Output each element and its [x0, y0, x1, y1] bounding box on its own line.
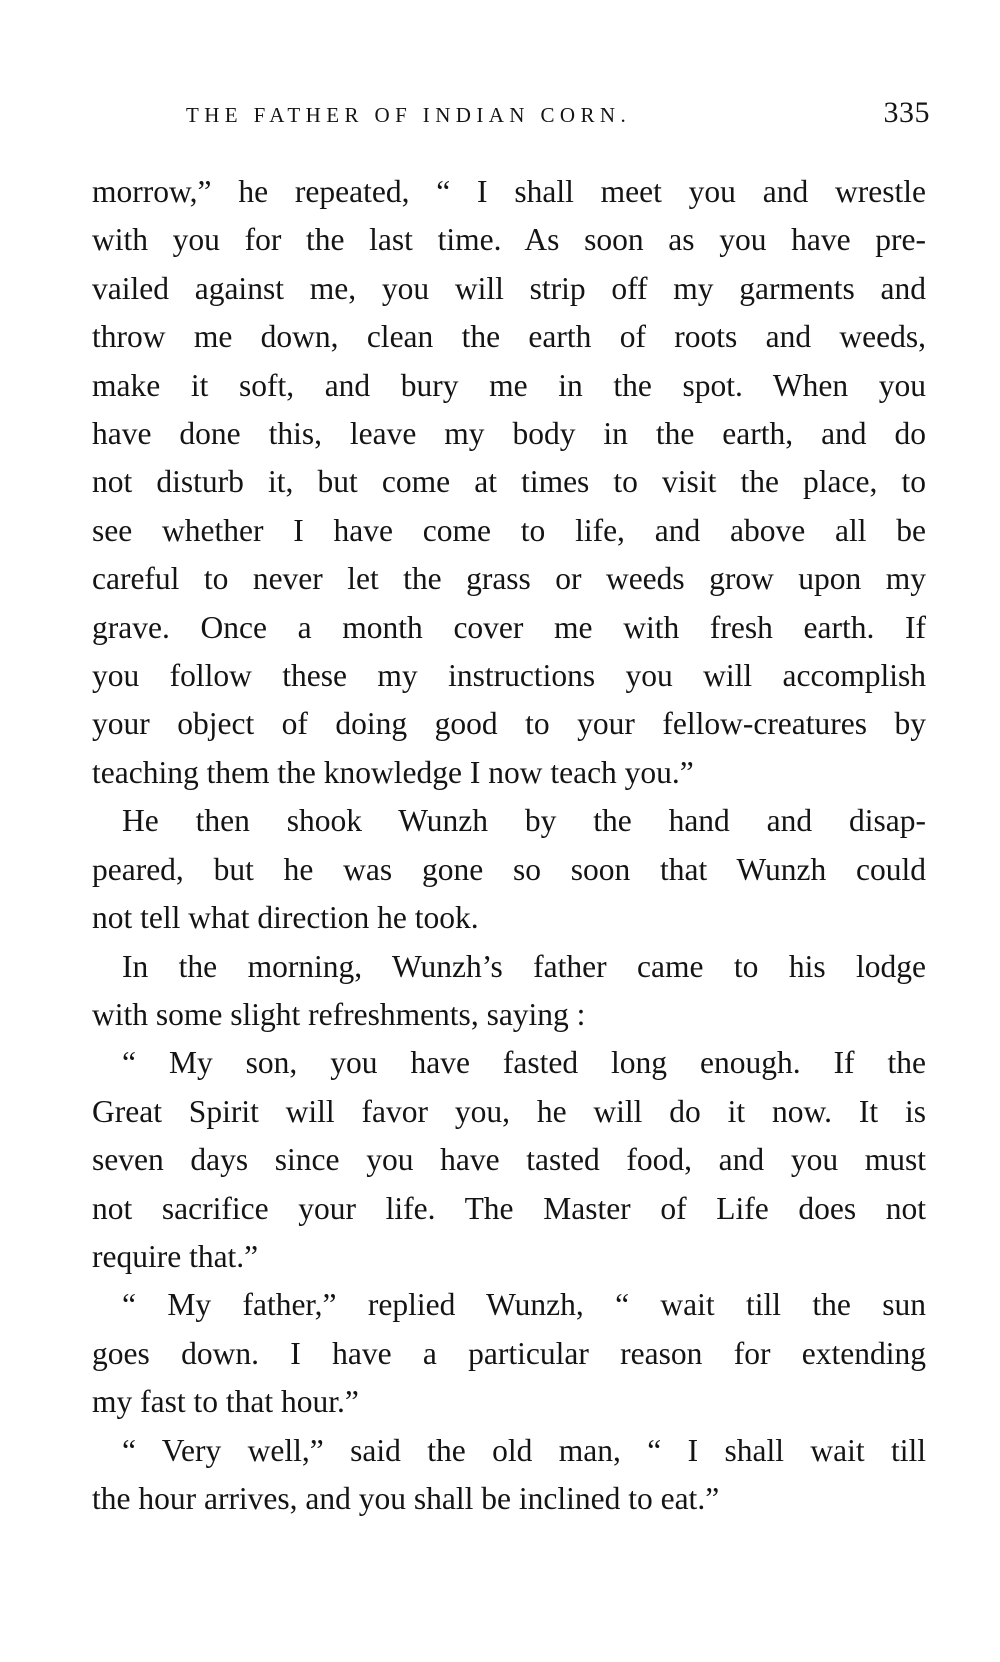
text-line: your object of doing good to your fellow-creatures by: [92, 706, 926, 742]
text-line: Great Spirit will favor you, he will do it now. It is: [92, 1093, 926, 1129]
text-line: vailed against me, you will strip off my garments and: [92, 270, 926, 306]
text-line: not tell what direction he took.: [92, 900, 479, 936]
text-line: careful to never let the grass or weeds grow upon my: [92, 561, 926, 597]
text-line: morrow,” he repeated, “ I shall meet you and wrestle: [92, 174, 926, 209]
paragraph-1: [92, 168, 926, 797]
text-line: “ My father,” replied Wunzh, “ wait till the sun: [122, 1287, 926, 1323]
body-text: [92, 168, 926, 1523]
paragraph-2: [92, 797, 926, 942]
text-line: have done this, leave my body in the earth, and do: [92, 416, 926, 452]
text-line: grave. Once a month cover me with fresh earth. If: [92, 609, 926, 645]
text-line: seven days since you have tasted food, and you must: [92, 1142, 926, 1178]
paragraph-5: [92, 1281, 926, 1426]
text-line: the hour arrives, and you shall be inclined to eat.”: [92, 1480, 720, 1516]
paragraph-6: [92, 1427, 926, 1524]
text-line: “ My son, you have fasted long enough. If the: [122, 1045, 926, 1081]
text-line: not sacrifice your life. The Master of Life does not: [92, 1190, 926, 1226]
text-line: make it soft, and bury me in the spot. When you: [92, 367, 926, 403]
text-line: you follow these my instructions you will accomplish: [92, 658, 926, 694]
text-line: with you for the last time. As soon as you have pre-: [92, 222, 926, 258]
paragraph-4: [92, 1039, 926, 1281]
text-line: peared, but he was gone so soon that Wunzh could: [92, 851, 926, 887]
text-line: not disturb it, but come at times to visit the place, to: [92, 464, 926, 500]
text-line: my fast to that hour.”: [92, 1384, 359, 1420]
text-line: In the morning, Wunzh’s father came to his lodge: [122, 948, 926, 984]
text-line: throw me down, clean the earth of roots and weeds,: [92, 319, 926, 355]
paragraph-3: [92, 943, 926, 1040]
text-line: goes down. I have a particular reason for extending: [92, 1335, 926, 1371]
text-line: teaching them the knowledge I now teach you.”: [92, 754, 694, 790]
text-line: He then shook Wunzh by the hand and disap-: [122, 803, 926, 839]
page-number: 335: [883, 96, 930, 129]
text-line: see whether I have come to life, and above all be: [92, 512, 926, 548]
running-title: THE FATHER OF INDIAN CORN.: [186, 103, 632, 127]
text-line: “ Very well,” said the old man, “ I shall wait till: [122, 1432, 926, 1468]
text-line: with some slight refreshments, saying :: [92, 996, 586, 1032]
running-head: [186, 96, 930, 136]
text-line: require that.”: [92, 1238, 259, 1274]
